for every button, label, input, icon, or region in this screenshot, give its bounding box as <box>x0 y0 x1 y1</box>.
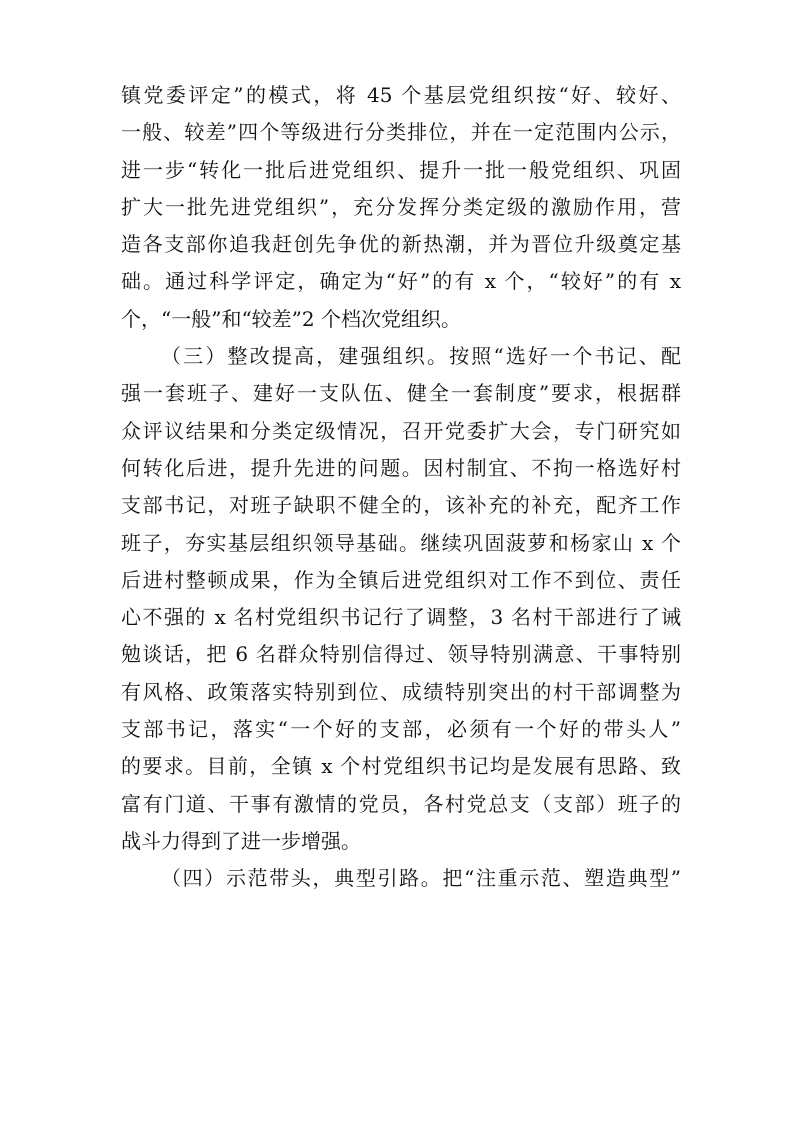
text-line: 后进村整顿成果，作为全镇后进党组织对工作不到位、责任 <box>121 567 681 592</box>
text-line: 勉谈话，把 6 名群众特别信得过、领导特别满意、干事特别 <box>121 642 681 667</box>
text-line: 班子，夯实基层组织领导基础。继续巩固菠萝和杨家山 x 个 <box>121 530 681 555</box>
text-line: 何转化后进，提升先进的问题。因村制宜、不拘一格选好村 <box>121 455 681 480</box>
text-line: （四）示范带头，典型引路。把“注重示范、塑造典型” <box>161 866 681 891</box>
text-line: 扩大一批先进党组织”，充分发挥分类定级的激励作用，营 <box>121 194 681 219</box>
text-line: 心不强的 x 名村党组织书记行了调整，3 名村干部进行了诫 <box>121 605 681 630</box>
text-line: 战斗力得到了进一步增强。 <box>121 828 361 853</box>
text-line: 支部书记，落实“一个好的支部，必须有一个好的带头人” <box>121 717 681 742</box>
text-line: 支部书记，对班子缺职不健全的，该补充的补充，配齐工作 <box>121 493 681 518</box>
text-line: 的要求。目前，全镇 x 个村党组织书记均是发展有思路、致 <box>121 754 681 779</box>
text-line: 础。通过科学评定，确定为“好”的有 x 个，“较好”的有 x <box>121 269 681 294</box>
text-line: 有风格、政策落实特别到位、成绩特别突出的村干部调整为 <box>121 679 681 704</box>
text-line: 强一套班子、建好一支队伍、健全一套制度”要求，根据群 <box>121 381 681 406</box>
text-line: （三）整改提高，建强组织。按照“选好一个书记、配 <box>161 344 681 369</box>
text-line: 进一步“转化一批后进党组织、提升一批一般党组织、巩固 <box>121 157 681 182</box>
text-line: 镇党委评定”的模式，将 45 个基层党组织按“好、较好、 <box>121 83 681 107</box>
text-line: 个，“一般”和“较差”2 个档次党组织。 <box>121 306 461 331</box>
document-body <box>121 77 681 898</box>
text-line: 造各支部你追我赶创先争优的新热潮，并为晋位升级奠定基 <box>121 232 681 257</box>
text-line: 富有门道、干事有激情的党员，各村党总支（支部）班子的 <box>121 791 681 816</box>
text-line: 一般、较差”四个等级进行分类排位，并在一定范围内公示， <box>121 120 681 145</box>
text-line: 众评议结果和分类定级情况，召开党委扩大会，专门研究如 <box>121 418 681 443</box>
